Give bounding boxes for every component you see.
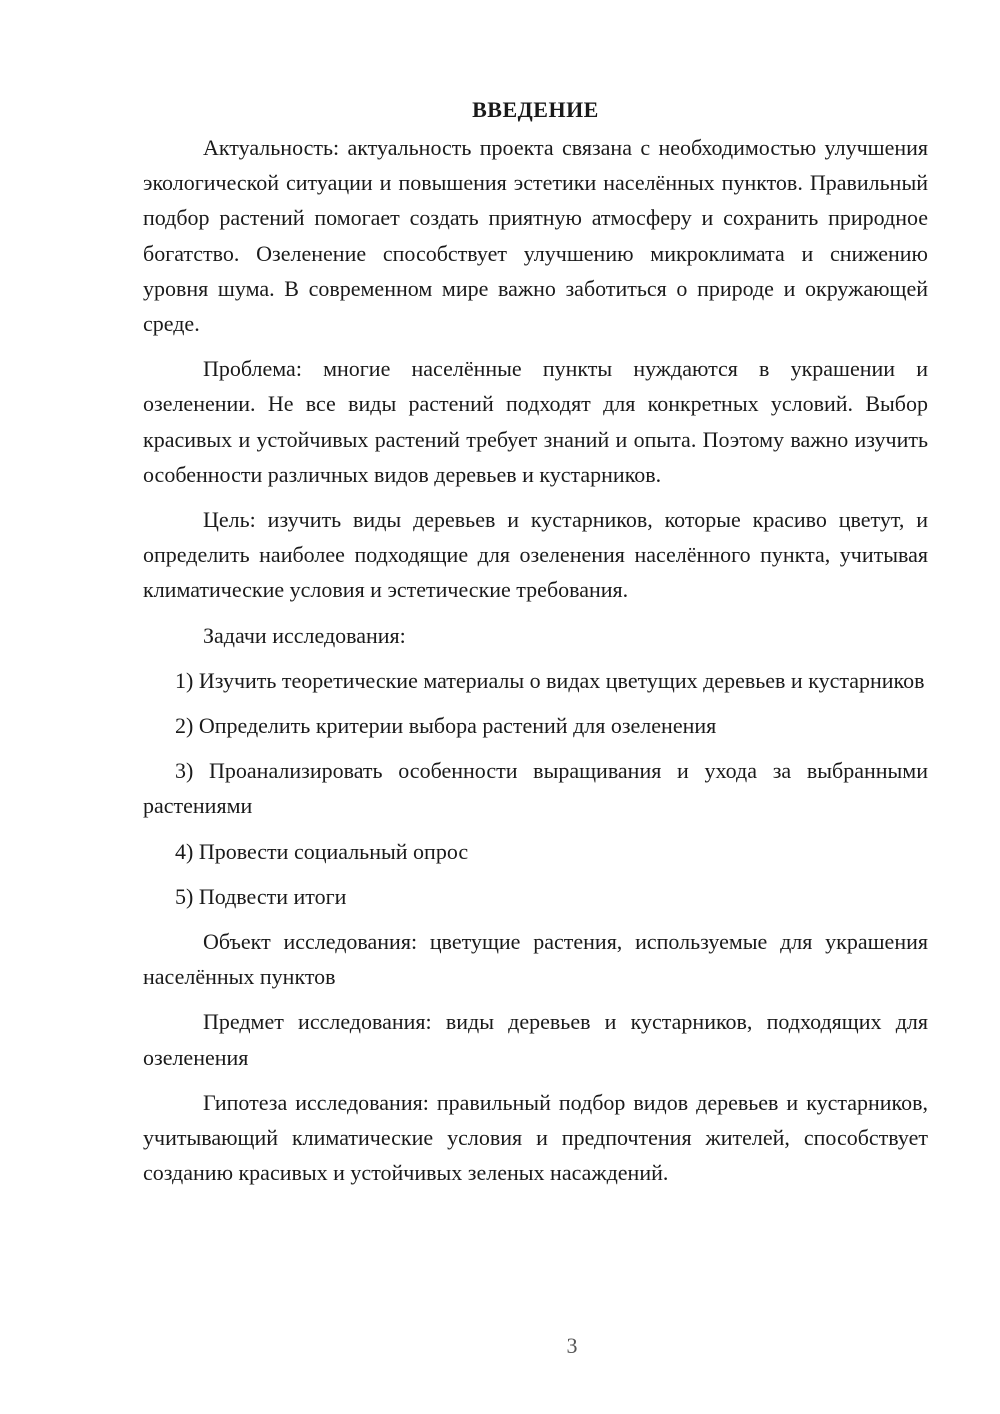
task-item-5: 5) Подвести итоги (175, 883, 347, 909)
task-item-4: 4) Провести социальный опрос (175, 838, 469, 864)
page-title: ВВЕДЕНИЕ (472, 97, 599, 122)
paragraph-object: Объект исследования: цветущие растения, используемые для украшения населённых пунктов (143, 929, 928, 990)
task-item-3: 3) Проанализировать особенности выращивания и ухода за выбранными растениями (143, 758, 928, 819)
paragraph-problem: Проблема: многие населённые пункты нуждаются в украшении и озеленении. Не все виды растений подходят для конкретных условий. Выбор красивых и устойчивых растений требует знаний и опыта. Поэтому важно изучить особенности различных видов деревьев и кустарников. (143, 356, 928, 487)
document-page (143, 92, 928, 1200)
task-item-1: 1) Изучить теоретические материалы о видах цветущих деревьев и кустарников (175, 667, 925, 693)
paragraph-tasks-heading: Задачи исследования: (203, 622, 406, 648)
paragraph-subject: Предмет исследования: виды деревьев и кустарников, подходящих для озеленения (143, 1009, 928, 1070)
paragraph-hypothesis: Гипотеза исследования: правильный подбор видов деревьев и кустарников, учитывающий климатические условия и предпочтения жителей, способствует созданию красивых и устойчивых зеленых насаждений. (143, 1089, 928, 1186)
paragraph-goal: Цель: изучить виды деревьев и кустарников, которые красиво цветут, и определить наиболее подходящие для озеленения населённого пункта, учитывая климатические условия и эстетические требования. (143, 507, 928, 603)
page-number: 3 (566, 1333, 578, 1358)
paragraph-relevance: Актуальность: актуальность проекта связана с необходимостью улучшения экологической ситуации и повышения эстетики населённых пунктов. Правильный подбор растений помогает создать приятную атмосферу и сохранить природное богатство. Озеленение способствует улучшению микроклимата и снижению уровня шума. В современном мире важно заботиться о природе и окружающей среде. (143, 135, 928, 337)
task-item-2: 2) Определить критерии выбора растений для озеленения (175, 713, 717, 739)
